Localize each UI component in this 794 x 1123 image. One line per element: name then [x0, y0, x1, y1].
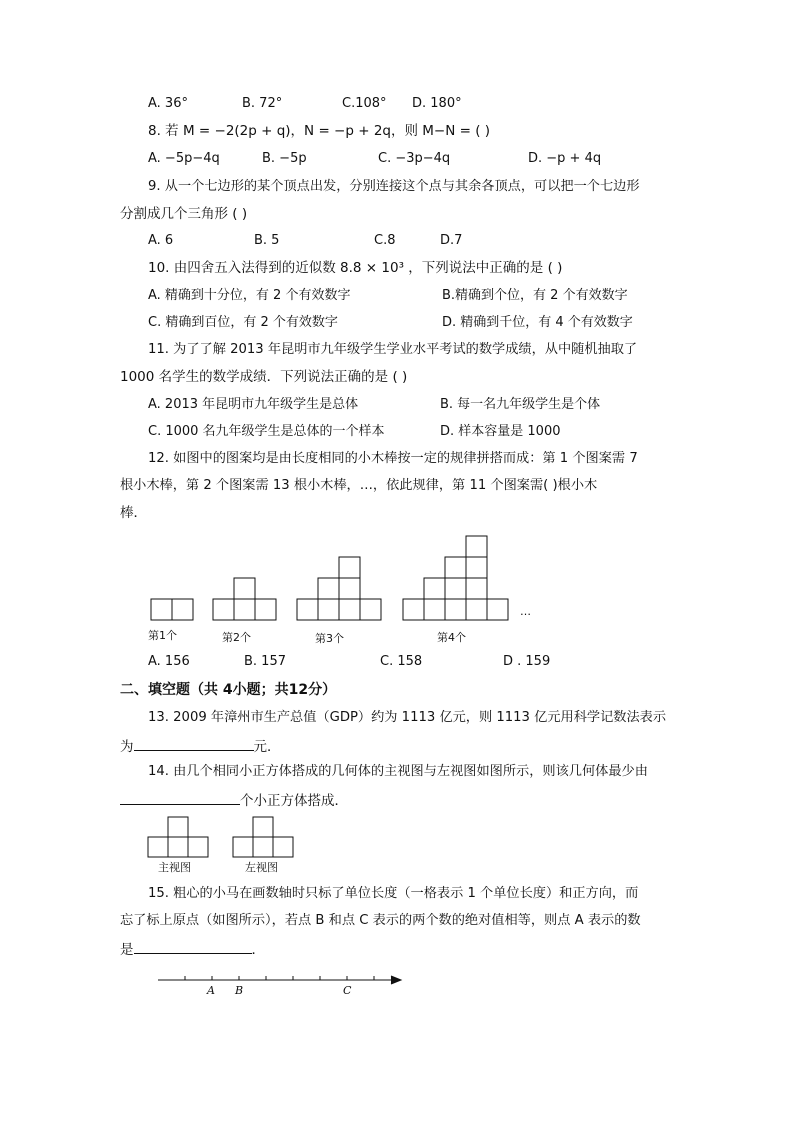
- q10-option-d: D. 精确到千位，有 4 个有效数字: [442, 315, 633, 330]
- pattern-2: [213, 578, 276, 620]
- q11-stem-line1: 11. 为了了解 2013 年昆明市九年级学生学业水平考试的数学成绩，从中随机抽取了: [148, 342, 638, 357]
- q12-stem-line2: 根小木棒，第 2 个图案需 13 根小木棒，…，依此规律，第 11 个图案需( )根小木: [120, 478, 598, 493]
- q15-answer-blank[interactable]: [134, 939, 252, 954]
- q14-left-view: [233, 817, 293, 857]
- q11-option-a: A. 2013 年昆明市九年级学生是总体: [148, 397, 359, 412]
- q10-option-b: B.精确到个位，有 2 个有效数字: [442, 288, 628, 303]
- pattern-4: [403, 536, 508, 620]
- q12-stem-line3: 棒．: [120, 505, 147, 521]
- q11-option-d: D. 样本容量是 1000: [440, 424, 561, 439]
- q9-option-a: A. 6: [148, 233, 174, 248]
- q14-suffix: 个小正方体搭成．: [240, 793, 348, 809]
- q11-option-b: B. 每一名九年级学生是个体: [440, 397, 601, 412]
- q10-option-a: A. 精确到十分位，有 2 个有效数字: [148, 288, 351, 303]
- q14-stem-line1: 14. 由几个相同小正方体搭成的几何体的主视图与左视图如图所示，则该几何体最少由: [148, 764, 648, 779]
- q14-main-view: [148, 817, 208, 857]
- q12-stem-line1: 12. 如图中的图案均是由长度相同的小木棒按一定的规律拼搭而成：第 1 个图案需 7: [148, 451, 638, 466]
- q15-number-line: [158, 976, 401, 984]
- q13-stem-line2: [120, 736, 281, 756]
- q8-option-a: A. −5p−4q: [148, 151, 220, 166]
- q12-option-c: C. 158: [380, 654, 423, 669]
- q15-point-a: A: [207, 984, 215, 997]
- q14-main-view-label: 主视图: [158, 861, 191, 874]
- q15-suffix: ．: [251, 942, 265, 958]
- q7-option-a: A. 36°: [148, 96, 188, 111]
- q13-stem-line1: 13. 2009 年漳州市生产总值（GDP）约为 1113 亿元，则 1113 亿元用科学记数法表示: [148, 710, 667, 725]
- q7-option-b: B. 72°: [242, 96, 283, 111]
- q9-stem-line2: 分割成几个三角形 ( ): [120, 206, 248, 222]
- q15-stem-line3: [120, 939, 265, 959]
- q12-option-d: D . 159: [503, 654, 551, 669]
- q13-suffix: 元．: [253, 739, 281, 755]
- q14-left-view-label: 左视图: [245, 861, 278, 874]
- q15-prefix: 是: [120, 942, 134, 958]
- q12-label-1: 第1个: [148, 629, 177, 642]
- q10-stem: 10. 由四舍五入法得到的近似数 8.8 × 10³ ，下列说法中正确的是 ( ): [148, 260, 563, 276]
- q7-option-c: C.108°: [342, 96, 387, 111]
- q12-label-2: 第2个: [222, 631, 251, 644]
- section-2-heading: 二、填空题（共 4小题；共12分）: [120, 682, 337, 698]
- pattern-1: [151, 599, 193, 620]
- q13-answer-blank[interactable]: [134, 736, 254, 751]
- q12-ellipsis: …: [520, 605, 531, 618]
- q13-prefix: 为: [120, 739, 134, 755]
- q8-option-c: C. −3p−4q: [378, 151, 451, 166]
- q11-stem-line2: 1000 名学生的数学成绩．下列说法正确的是 ( ): [120, 369, 408, 385]
- q12-label-4: 第4个: [437, 631, 466, 644]
- q14-answer-blank[interactable]: [120, 790, 240, 805]
- q9-option-d: D.7: [440, 233, 463, 248]
- pattern-3: [297, 557, 381, 620]
- q15-stem-line2: 忘了标上原点（如图所示），若点 B 和点 C 表示的两个数的绝对值相等，则点 A 表示的数: [120, 913, 641, 928]
- q12-option-b: B. 157: [244, 654, 286, 669]
- q8-stem: 8. 若 M = −2(2p + q)，N = −p + 2q，则 M−N = ( ): [148, 123, 491, 139]
- q8-option-d: D. −p + 4q: [528, 151, 602, 166]
- q10-option-c: C. 精确到百位，有 2 个有效数字: [148, 315, 338, 330]
- q11-option-c: C. 1000 名九年级学生是总体的一个样本: [148, 424, 385, 439]
- q8-option-b: B. −5p: [262, 151, 307, 166]
- q15-point-b: B: [235, 984, 244, 997]
- q15-stem-line1: 15. 粗心的小马在画数轴时只标了单位长度（一格表示 1 个单位长度）和正方向，而: [148, 886, 639, 901]
- q7-option-d: D. 180°: [412, 96, 462, 111]
- q9-option-c: C.8: [374, 233, 396, 248]
- q14-stem-line2: [120, 790, 348, 810]
- q9-stem-line1: 9. 从一个七边形的某个顶点出发，分别连接这个点与其余各顶点，可以把一个七边形: [148, 179, 640, 194]
- q15-point-c: C: [343, 984, 352, 997]
- q12-option-a: A. 156: [148, 654, 190, 669]
- q12-label-3: 第3个: [315, 632, 344, 645]
- q9-option-b: B. 5: [254, 233, 280, 248]
